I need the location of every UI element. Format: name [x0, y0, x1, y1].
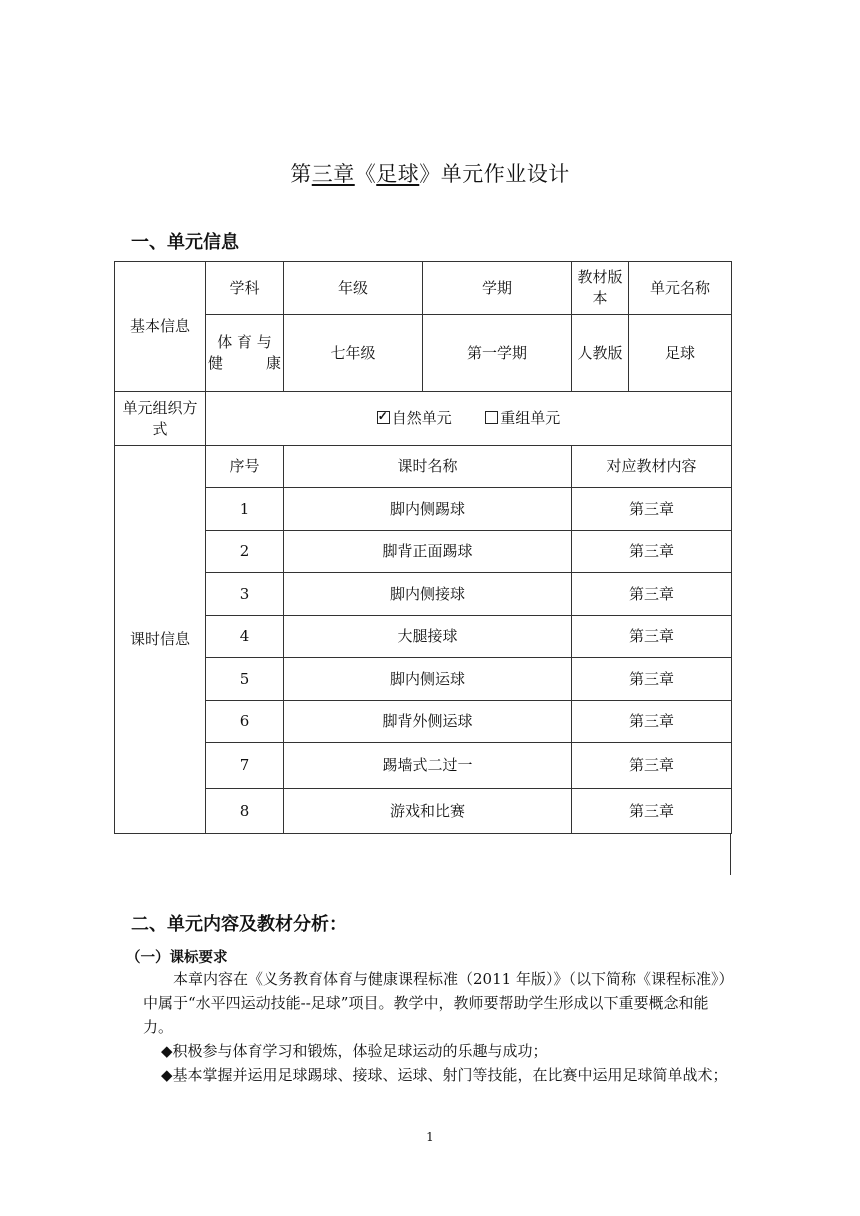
header-no: 序号: [206, 446, 284, 488]
lesson-content: 第三章: [572, 573, 732, 616]
paragraph: 本章内容在《义务教育体育与健康课程标准（2011 年版）》（以下简称《课程标准》）中属于“水平四运动技能--足球”项目。教学中，教师要帮助学生形成以下重要概念和能力。: [143, 970, 726, 1036]
header-unit: 单元名称: [629, 262, 732, 315]
lesson-content: 第三章: [572, 616, 732, 658]
table-row: [115, 658, 732, 701]
bullet-item: ◆积极参与体育学习和锻炼，体验足球运动的乐趣与成功；: [161, 1042, 548, 1060]
value-edition: 人教版: [572, 315, 629, 392]
table-row: [115, 531, 732, 573]
organization-label: 单元组织方式: [115, 392, 206, 446]
header-lesson-name: 课时名称: [284, 446, 572, 488]
value-subject: 体 育 与 健 康: [206, 315, 284, 392]
organization-row: [115, 392, 732, 446]
regroup-unit-checkbox[interactable]: [485, 411, 498, 424]
table-row: [115, 701, 732, 743]
section-heading-unit-info: 一、单元信息: [131, 232, 239, 253]
lesson-no: 1: [206, 488, 284, 531]
lesson-no: 7: [206, 743, 284, 789]
page-title: 第三章《足球》单元作业设计: [290, 162, 570, 186]
table-row: [115, 488, 732, 531]
value-grade: 七年级: [284, 315, 423, 392]
regroup-unit-label: 重组单元: [500, 409, 561, 427]
lesson-no: 4: [206, 616, 284, 658]
lesson-name: 脚背正面踢球: [284, 531, 572, 573]
header-content: 对应教材内容: [572, 446, 732, 488]
header-edition: 教材版本: [572, 262, 629, 315]
natural-unit-label: 自然单元: [391, 409, 452, 427]
lesson-content: 第三章: [572, 789, 732, 834]
subsection-heading-curriculum: （一）课标要求: [126, 950, 228, 966]
lesson-no: 2: [206, 531, 284, 573]
lesson-name: 踢墙式二过一: [284, 743, 572, 789]
value-unit: 足球: [629, 315, 732, 392]
header-subject: 学科: [206, 262, 284, 315]
basic-info-label: 基本信息: [115, 262, 206, 392]
bullet-item: ◆基本掌握并运用足球踢球、接球、运球、射门等技能，在比赛中运用足球简单战术；: [161, 1066, 728, 1084]
lesson-content: 第三章: [572, 743, 732, 789]
table-edge-line: [730, 834, 731, 875]
lesson-content: 第三章: [572, 531, 732, 573]
value-term: 第一学期: [423, 315, 572, 392]
header-grade: 年级: [284, 262, 423, 315]
lesson-name: 大腿接球: [284, 616, 572, 658]
lesson-no: 8: [206, 789, 284, 834]
basic-info-value-row: [115, 315, 732, 392]
table-row: [115, 789, 732, 834]
lesson-content: 第三章: [572, 701, 732, 743]
table-row: [115, 573, 732, 616]
lesson-name: 脚内侧接球: [284, 573, 572, 616]
lesson-no: 3: [206, 573, 284, 616]
title-chapter: 三章: [311, 162, 355, 186]
lesson-name: 脚内侧运球: [284, 658, 572, 701]
lesson-no: 6: [206, 701, 284, 743]
table-row: [115, 616, 732, 658]
lessons-header-row: [115, 446, 732, 488]
body-text: [143, 967, 731, 1087]
lesson-name: 脚背外侧运球: [284, 701, 572, 743]
lesson-content: 第三章: [572, 658, 732, 701]
basic-info-header-row: [115, 262, 732, 315]
lesson-no: 5: [206, 658, 284, 701]
table-row: [115, 743, 732, 789]
lessons-label: 课时信息: [115, 446, 206, 834]
header-term: 学期: [423, 262, 572, 315]
lesson-content: 第三章: [572, 488, 732, 531]
lesson-name: 脚内侧踢球: [284, 488, 572, 531]
section-heading-content-analysis: 二、单元内容及教材分析：: [131, 914, 347, 935]
lesson-name: 游戏和比赛: [284, 789, 572, 834]
page-number: 1: [426, 1130, 434, 1144]
natural-unit-checkbox[interactable]: [377, 411, 390, 424]
title-name: 足球: [376, 162, 420, 186]
unit-info-table: [114, 261, 732, 834]
organization-options: [206, 392, 732, 446]
